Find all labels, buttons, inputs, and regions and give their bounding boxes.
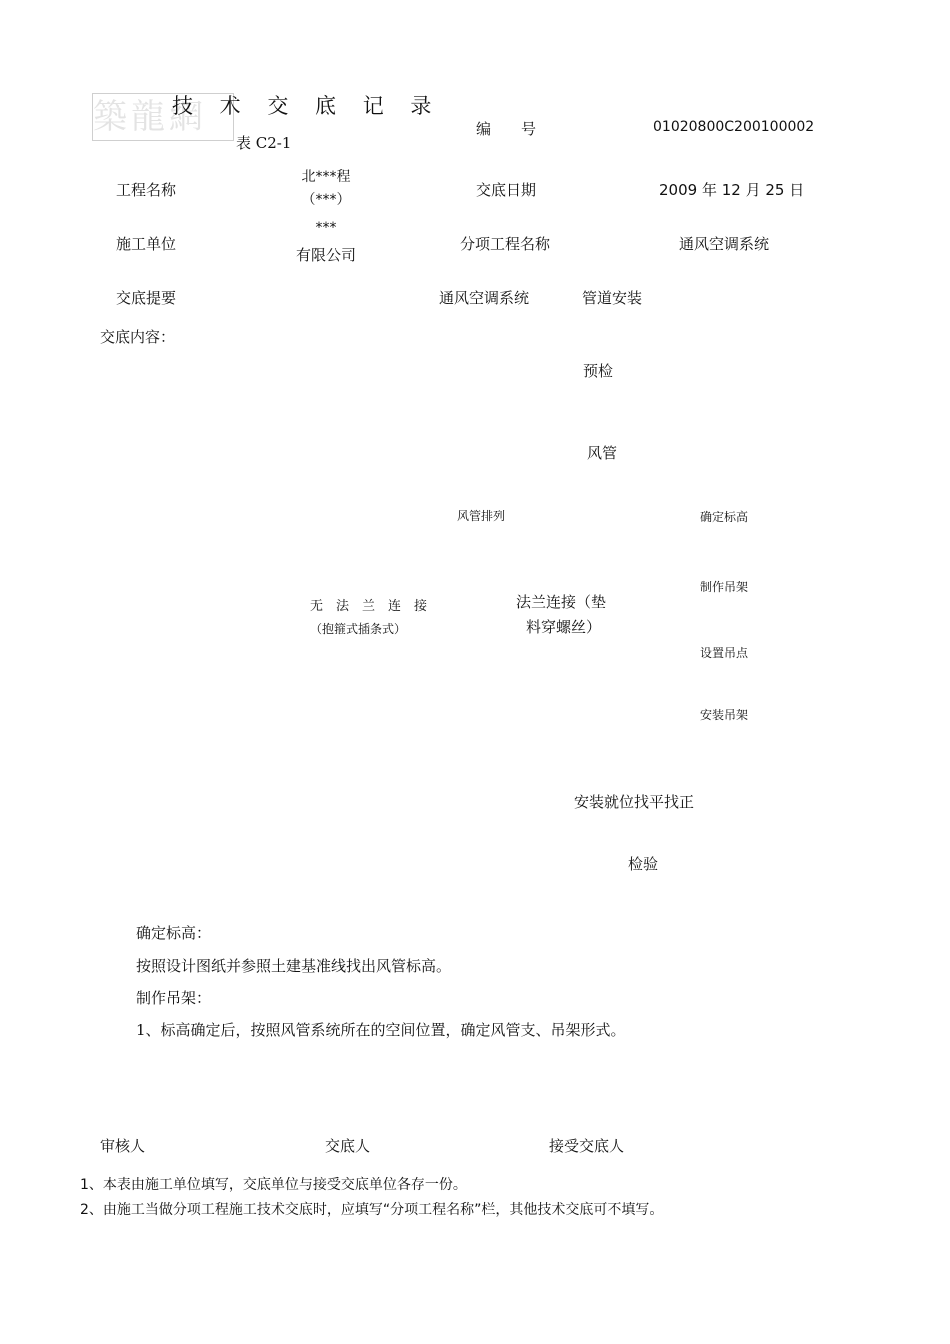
date-label: 交底日期 [476, 181, 537, 199]
section-elevation-title: 确定标高： [136, 924, 212, 942]
flow-duct-arrange: 风管排列 [457, 509, 506, 523]
form-number: 表 C2-1 [236, 134, 292, 152]
content-label: 交底内容： [100, 328, 176, 346]
note-1: 1、本表由施工单位填写，交底单位与接受交底单位各存一份。 [80, 1177, 467, 1193]
signature-receiver: 接受交底人 [549, 1137, 625, 1155]
flow-determine-elevation: 确定标高 [700, 510, 749, 524]
section-elevation-text: 按照设计图纸并参照土建基准线找出风管标高。 [136, 957, 452, 975]
number-label: 编 号 [476, 120, 537, 138]
contractor-label: 施工单位 [116, 235, 177, 253]
date-value: 2009 年 12 月 25 日 [659, 181, 805, 199]
contractor-line2: 有限公司 [295, 246, 356, 264]
summary-label: 交底提要 [116, 289, 177, 307]
flow-make-hanger: 制作吊架 [700, 580, 749, 594]
project-name-line1: 北***程 [301, 169, 351, 185]
flow-install-hanger: 安装吊架 [700, 708, 749, 722]
contractor-line1: *** [315, 220, 337, 236]
flow-no-flange-line1: 无 法 兰 连 接 [310, 599, 428, 614]
flow-flange-line1: 法兰连接（垫 [516, 593, 607, 611]
flow-duct: 风管 [587, 444, 618, 462]
flow-install-level: 安装就位找平找正 [574, 793, 695, 811]
project-name-label: 工程名称 [116, 181, 177, 199]
flow-no-flange-line2: （抱箍式插条式） [310, 622, 407, 636]
number-value: 01020800C200100002 [653, 119, 815, 135]
project-name-line2: （***） [301, 192, 351, 208]
section-hanger-title: 制作吊架： [136, 989, 212, 1007]
section-hanger-text: 1、标高确定后，按照风管系统所在的空间位置，确定风管支、吊架形式。 [136, 1021, 626, 1039]
flow-set-point: 设置吊点 [700, 646, 749, 660]
page-title: 技 术 交 底 记 录 [172, 94, 442, 118]
summary-value-task: 管道安装 [582, 289, 643, 307]
flow-flange-line2: 料穿螺丝） [526, 618, 602, 636]
subproject-label: 分项工程名称 [460, 235, 551, 253]
watermark-logo: 築龍網 [92, 93, 234, 141]
flow-precheck: 预检 [583, 362, 614, 380]
subproject-value: 通风空调系统 [679, 235, 770, 253]
note-2: 2、由施工当做分项工程施工技术交底时，应填写“分项工程名称”栏，其他技术交底可不填写。 [80, 1202, 664, 1218]
summary-value-system: 通风空调系统 [439, 289, 530, 307]
flow-inspect: 检验 [628, 855, 659, 873]
signature-presenter: 交底人 [325, 1137, 371, 1155]
signature-reviewer: 审核人 [100, 1137, 146, 1155]
